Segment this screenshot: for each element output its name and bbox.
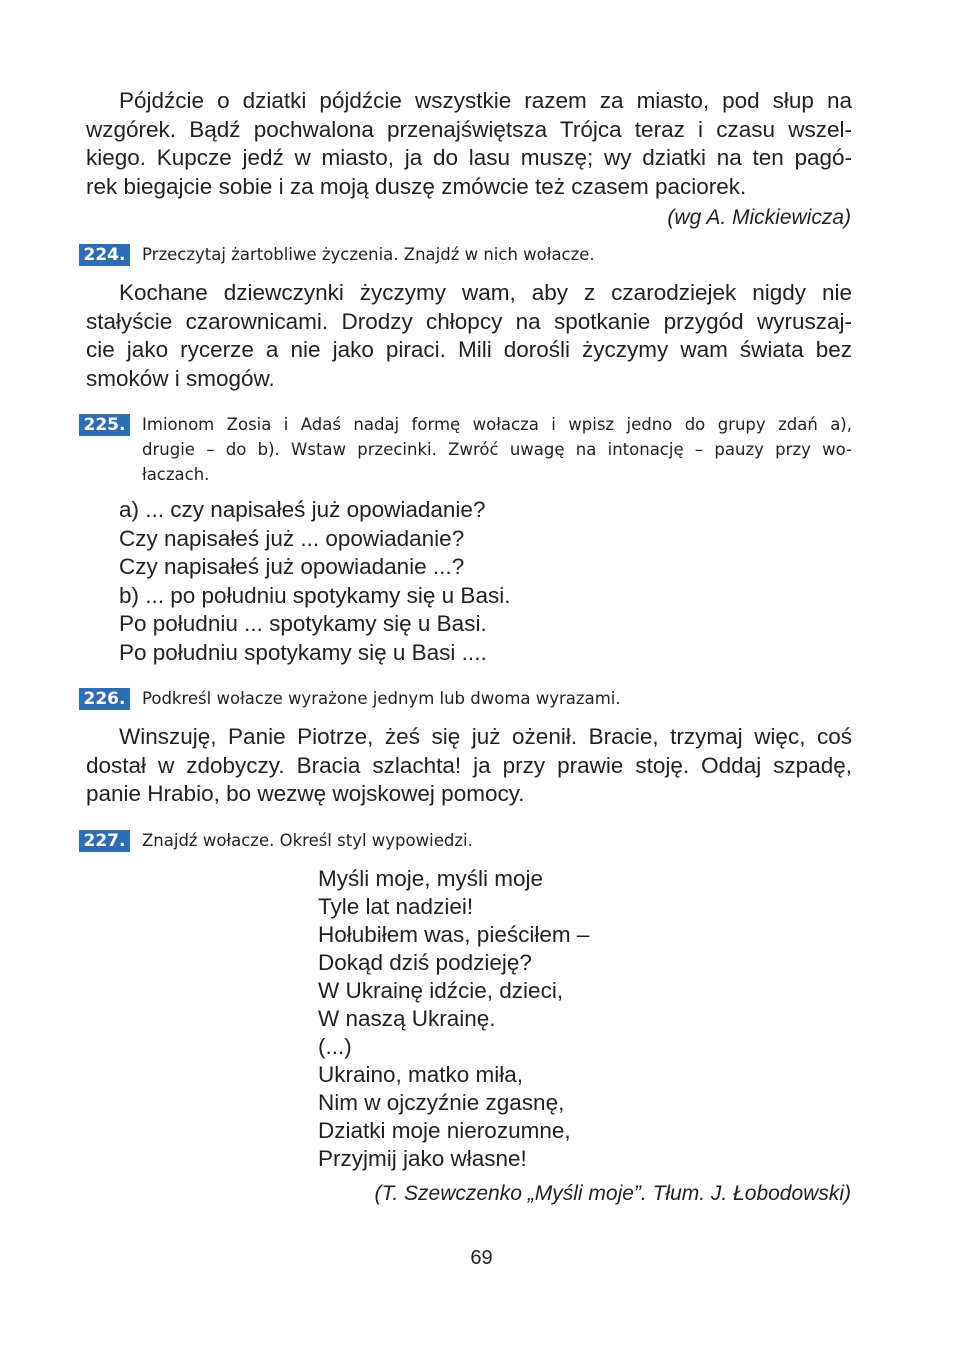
instruction-line: Przeczytaj żartobliwe życzenia. Znajdź w nich wołacze.	[142, 245, 595, 264]
instruction-line: Podkreśl wołacze wyrażone jednym lub dwoma wyrazami.	[142, 689, 621, 708]
poem-line: Przyjmij jako własne!	[318, 1146, 527, 1171]
task-number-badge: 227.	[79, 830, 130, 852]
paragraph-line: stałyście czarownicami. Drodzy chłopcy na spotkanie przygód wyruszaj-	[86, 308, 852, 334]
instruction-line: drugie – do b). Wstaw przecinki. Zwróć uwagę na intonację – pauzy przy wo-	[142, 440, 852, 459]
poem-line: W Ukrainę idźcie, dzieci,	[318, 978, 564, 1003]
task-226-text	[86, 723, 852, 809]
instruction-line: Imionom Zosia i Adaś nadaj formę wołacza i wpisz jedno do grupy zdań a),	[142, 415, 852, 434]
list-item: Po południu spotykamy się u Basi ....	[119, 639, 487, 665]
poem-line: (...)	[318, 1034, 352, 1059]
poem-line: Myśli moje, myśli moje	[318, 866, 544, 891]
poem-line: Nim w ojczyźnie zgasnę,	[318, 1090, 565, 1115]
poem-line: Hołubiłem was, pieściłem –	[318, 922, 590, 947]
paragraph-line: smoków i smogów.	[86, 365, 275, 391]
poem-line: Dokąd dziś podzieję?	[318, 950, 532, 975]
list-item: Czy napisałeś już ... opowiadanie?	[119, 525, 465, 551]
paragraph-line: kiego. Kupcze jedź w miasto, ja do lasu muszę; wy dziatki na ten pagó-	[86, 145, 852, 170]
task-instruction	[142, 412, 852, 487]
paragraph-line: Winszuję, Panie Piotrze, żeś się już ożenił. Bracie, trzymaj więc, coś	[119, 724, 852, 749]
poem-line: Ukraino, matko miła,	[318, 1062, 524, 1087]
paragraph-line: Kochane dziewczynki życzymy wam, aby z czarodziejek nigdy nie	[119, 280, 852, 305]
intro-paragraph	[86, 87, 852, 201]
task-number-badge: 224.	[79, 244, 130, 266]
list-item: Po południu ... spotykamy się u Basi.	[119, 611, 487, 636]
paragraph-line: rek biegajcie sobie i za moją duszę zmówcie też czasem paciorek.	[86, 173, 747, 199]
paragraph-line: cie jako rycerze a nie jako piraci. Mili dorośli życzymy wam świata bez	[86, 337, 852, 362]
task-instruction	[142, 686, 852, 711]
list-item: Czy napisałeś już opowiadanie ...?	[119, 554, 465, 579]
list-item: a) ... czy napisałeś już opowiadanie?	[119, 497, 486, 522]
poem	[318, 865, 589, 1173]
instruction-line: łaczach.	[142, 465, 210, 484]
page-number: 69	[470, 1247, 493, 1269]
task-224-text	[86, 279, 852, 393]
paragraph-line: panie Hrabio, bo wezwę wojskowej pomocy.	[86, 781, 525, 806]
paragraph-line: wzgórek. Bądź pochwalona przenajświętsza Trójca teraz i czasu wszel-	[86, 116, 852, 142]
intro-attribution: (wg A. Mickiewicza)	[667, 206, 851, 229]
poem-line: Dziatki moje nierozumne,	[318, 1118, 571, 1143]
task-instruction	[142, 242, 852, 267]
paragraph-line: Pójdźcie o dziatki pójdźcie wszystkie razem za miasto, pod słup na	[119, 88, 852, 113]
poem-attribution: (T. Szewczenko „Myśli moje”. Tłum. J. Łobodowski)	[374, 1182, 851, 1205]
task-225-items	[119, 496, 510, 667]
poem-line: Tyle lat nadziei!	[318, 894, 474, 919]
paragraph-line: dostał w zdobyczy. Bracia szlachta! ja przy prawie stoję. Oddaj szpadę,	[86, 752, 852, 778]
poem-line: W naszą Ukrainę.	[318, 1006, 496, 1031]
task-number-badge: 225.	[79, 414, 130, 436]
list-item: b) ... po południu spotykamy się u Basi.	[119, 582, 511, 608]
task-number-badge: 226.	[79, 688, 130, 710]
task-instruction	[142, 828, 852, 853]
instruction-line: Znajdź wołacze. Określ styl wypowiedzi.	[142, 831, 473, 850]
